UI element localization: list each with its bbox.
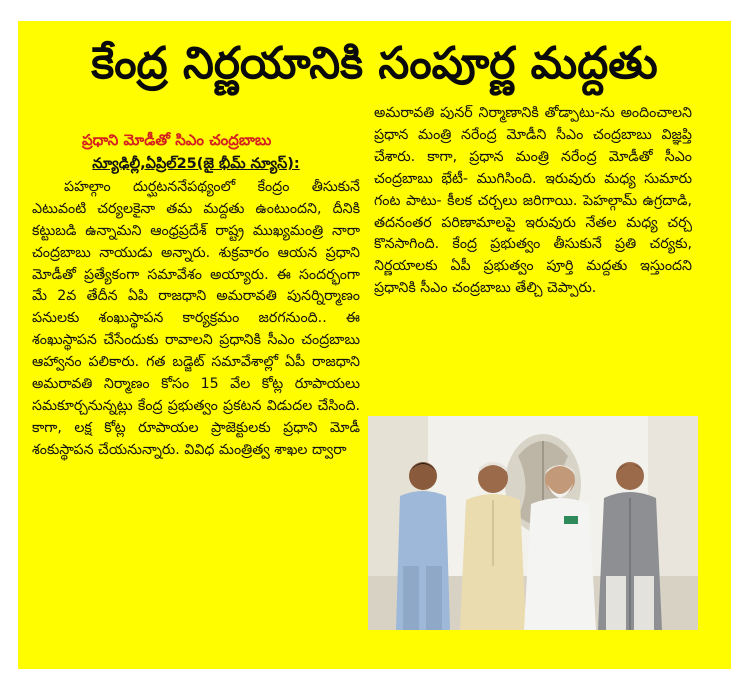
article-body-left: పహల్గాం దుర్ఘటననేపథ్యంలో కేంద్రం తీసుకునే ఎటువంటి చర్యలకైనా తమ మద్దతు ఉంటుందని, దీనికి కట్టుబడి ఉన్నామని ఆంధ్రప్రదేశ్ రాష్ట్ర ముఖ్యమంత్రి నారా చంద్రబాబు నాయుడు అన్నారు. శుక్రవారం ఆయన ప్రధాని మోడీతో ప్రత్యేకంగా సమావేశం అయ్యారు. ఈ సందర్భంగా మే 2వ తేదీన ఏపి రాజధాని అమరావతి పునర్నిర్మాణం పనులకు శంఖుస్థాపన కార్యక్రమం జరగనుంది.. ఈ శంఖుస్థాపన చేసేందుకు రావాలని ప్రధానికి సీఎం చంద్రబాబు ఆహ్వానం పలికారు. గత బడ్జెట్ సమావేశాల్లో ఏపీ రాజధాని అమరావతి నిర్మాణం కోసం 15 వేల కోట్ల రూపాయలు సమకూర్చనున్నట్లు కేంద్ర ప్రభుత్వం ప్రకటన విడుదల చేసింది. కాగా, లక్ష కోట్ల రూపాయల ప్రాజెక్టులకు ప్రధాని మోడీ శంకుస్థాపన చేయనున్నారు. వివిధ మంత్రిత్వ శాఖల ద్వారా — [32, 178, 360, 458]
article-body-right: అమరావతి పునర్ నిర్మాణానికి తోడ్పాటు-ను అందించాలని ప్రధాన మంత్రి నరేంద్ర మోడీని సీఎం చంద్రబాబు విజ్ఞప్తి చేశారు. కాగా, ప్రధాన మంత్రి నరేంద్ర మోడీతో సీఎం చంద్రబాబు భేటీ- ముగిసింది. ఇరువురు మధ్య సుమారు గంట పాటు- కీలక చర్చలు జరిగాయి. పెహల్గామ్ ఉగ్రదాడి, తదనంతర పరిణామాలపై ఇరువురు నేతల మధ్య చర్చ కొనసాగింది. కేంద్ర ప్రభుత్వం తీసుకునే ప్రతి చర్యకు, నిర్ణయాలకు ఏపీ ప్రభుత్వం పూర్తి మద్దతు ఇస్తుందని ప్రధానికి సీఎం చంద్రబాబు తేల్చి చెప్పారు. — [374, 105, 692, 297]
headline: కేంద్ర నిర్ణయానికి సంపూర్ణ మద్దతు — [91, 38, 658, 89]
dateline: న్యూఢిల్లీ,ఏప్రిల్25(జై భీమ్ న్యూస్): — [92, 156, 300, 172]
article-column-left — [32, 154, 360, 462]
news-photo-illustration — [368, 416, 698, 630]
news-photo — [368, 416, 698, 630]
article-column-right — [374, 103, 692, 300]
subheadline: ప్రధాని మోడీతో సిఎం చంద్రబాబు — [82, 131, 272, 149]
